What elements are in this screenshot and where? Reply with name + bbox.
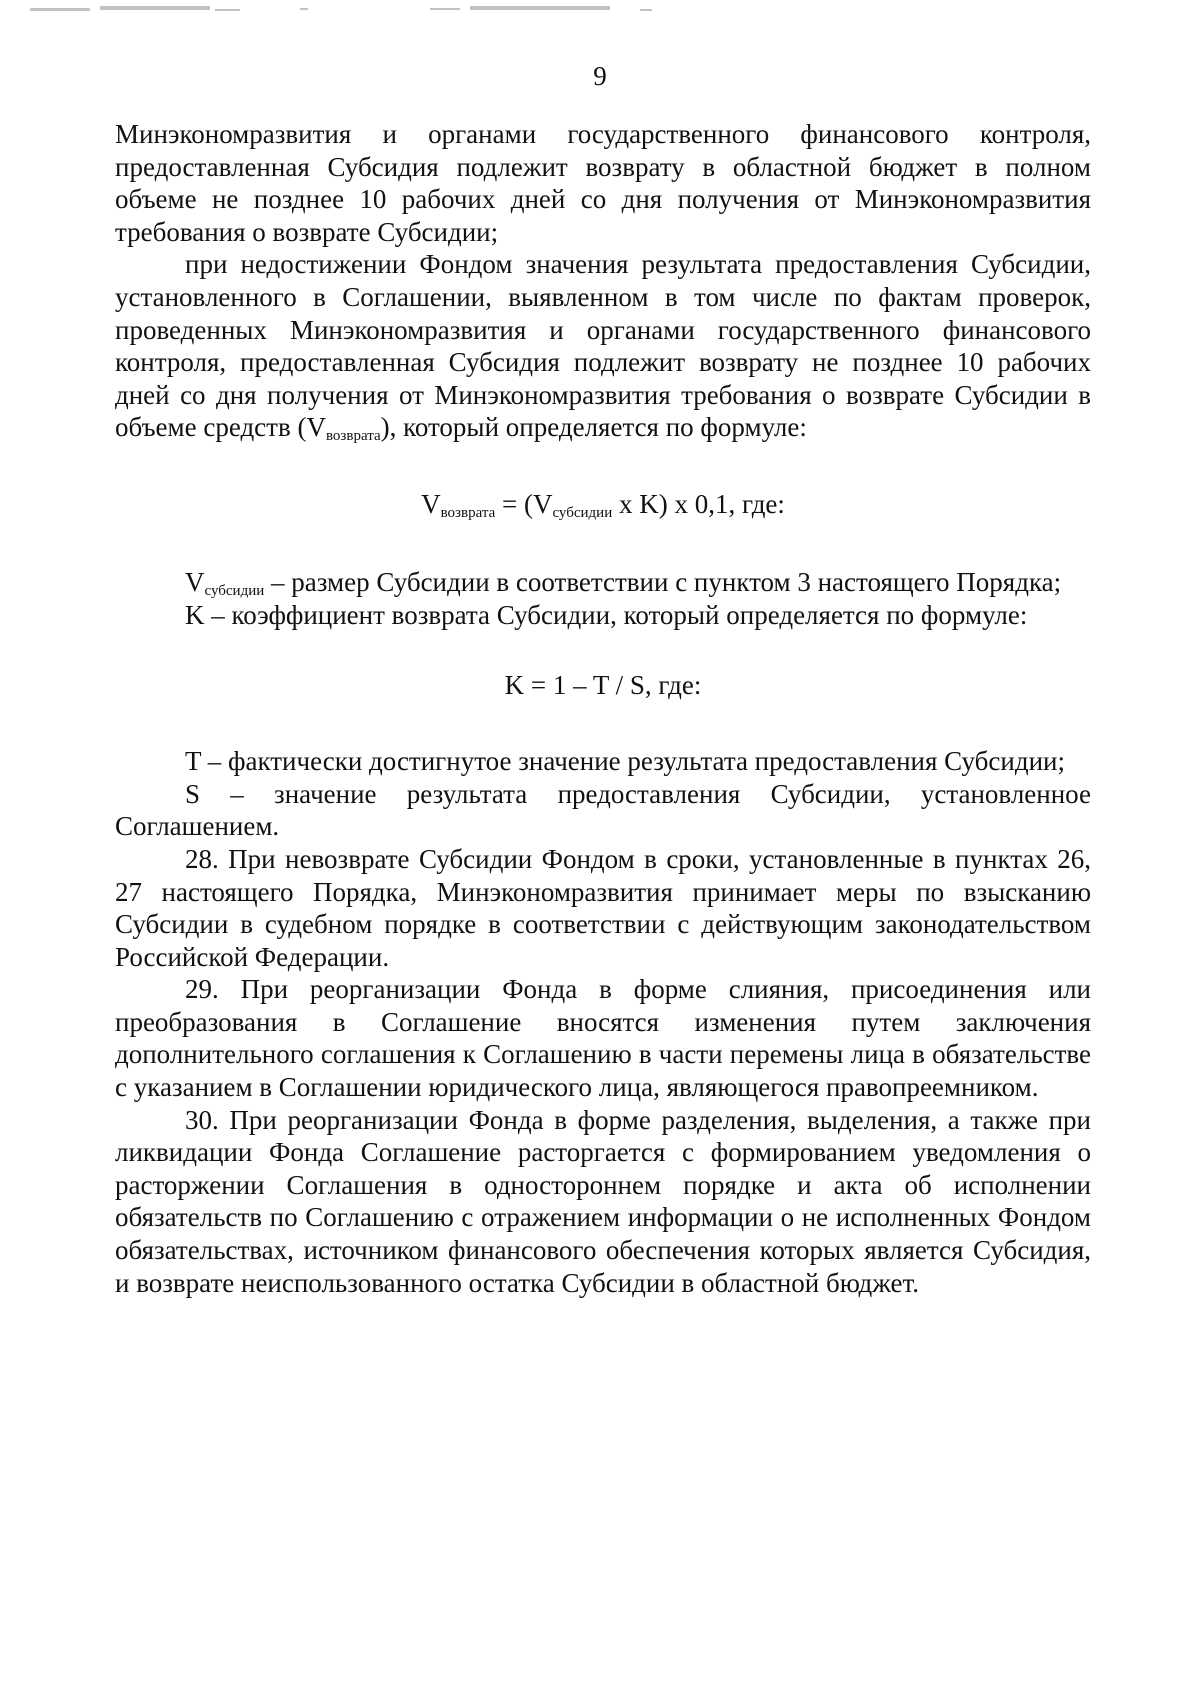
- clause-28: 28. При невозврате Субсидии Фондом в сроки, установленные в пунктах 26, 27 настоящего Порядка, Минэкономразвития принимает меры по взысканию Субсидии в судебном порядке в соответствии с действующим законодательством Российской Федерации.: [115, 843, 1091, 972]
- definition: $V_{субсидии}$ – размер Субсидии в соответствии с пунктом 3 настоящего Порядка;: [185, 566, 1062, 599]
- formula-refund: $V_{возврата} = (V_{субсидии}$ x K) x 0,1, где:: [421, 488, 785, 521]
- definition: T – фактически достигнутое значение результата предоставления Субсидии;: [185, 746, 1065, 777]
- definition: K – коэффициент возврата Субсидии, который определяется по формуле:: [185, 599, 1028, 630]
- paragraph: при недостижении Фондом значения результата предоставления Субсидии, установленного в Соглашении, выявленном в том числе по фактам проверок, проведенных Минэкономразвития и органами государственного финансового контроля, предоставленная Субсидия подлежит возврату не позднее 10 рабочих дней со дня получения от Минэкономразвития требования о возврате Субсидии в объеме средств $(V_{возврата})$, который определяется по формуле:: [115, 249, 1091, 445]
- definition: S – значение результата предоставления Субсидии, установленное Соглашением.: [115, 778, 1091, 842]
- paragraph: Минэкономразвития и органами государственного финансового контроля, предоставленная Субсидия подлежит возврату в областной бюджет в полном объеме не позднее 10 рабочих дней со дня получения от Минэкономразвития требования о возврате Субсидии;: [115, 119, 1091, 247]
- formula-coefficient: K = 1 – T / S, где:: [504, 670, 702, 701]
- clause-29: 29. При реорганизации Фонда в форме слияния, присоединения или преобразования в Соглашение вносятся изменения путем заключения дополнительного соглашения к Соглашению в части перемены лица в обязательстве с указанием в Соглашении юридического лица, являющегося правопреемником.: [115, 974, 1091, 1103]
- document-body: [115, 118, 1091, 1299]
- clause-30: 30. При реорганизации Фонда в форме разделения, выделения, а также при ликвидации Фонда Соглашение расторгается с формированием уведомления о расторжении Соглашения в одностороннем порядке и акта об исполнении обязательств по Соглашению с отражением информации о не исполненных Фондом обязательствах, источником финансового обеспечения которых является Субсидия, и возврате неиспользованного остатка Субсидии в областной бюджет.: [115, 1104, 1091, 1298]
- scan-artifact: [0, 0, 760, 22]
- page-number: 9: [593, 61, 607, 91]
